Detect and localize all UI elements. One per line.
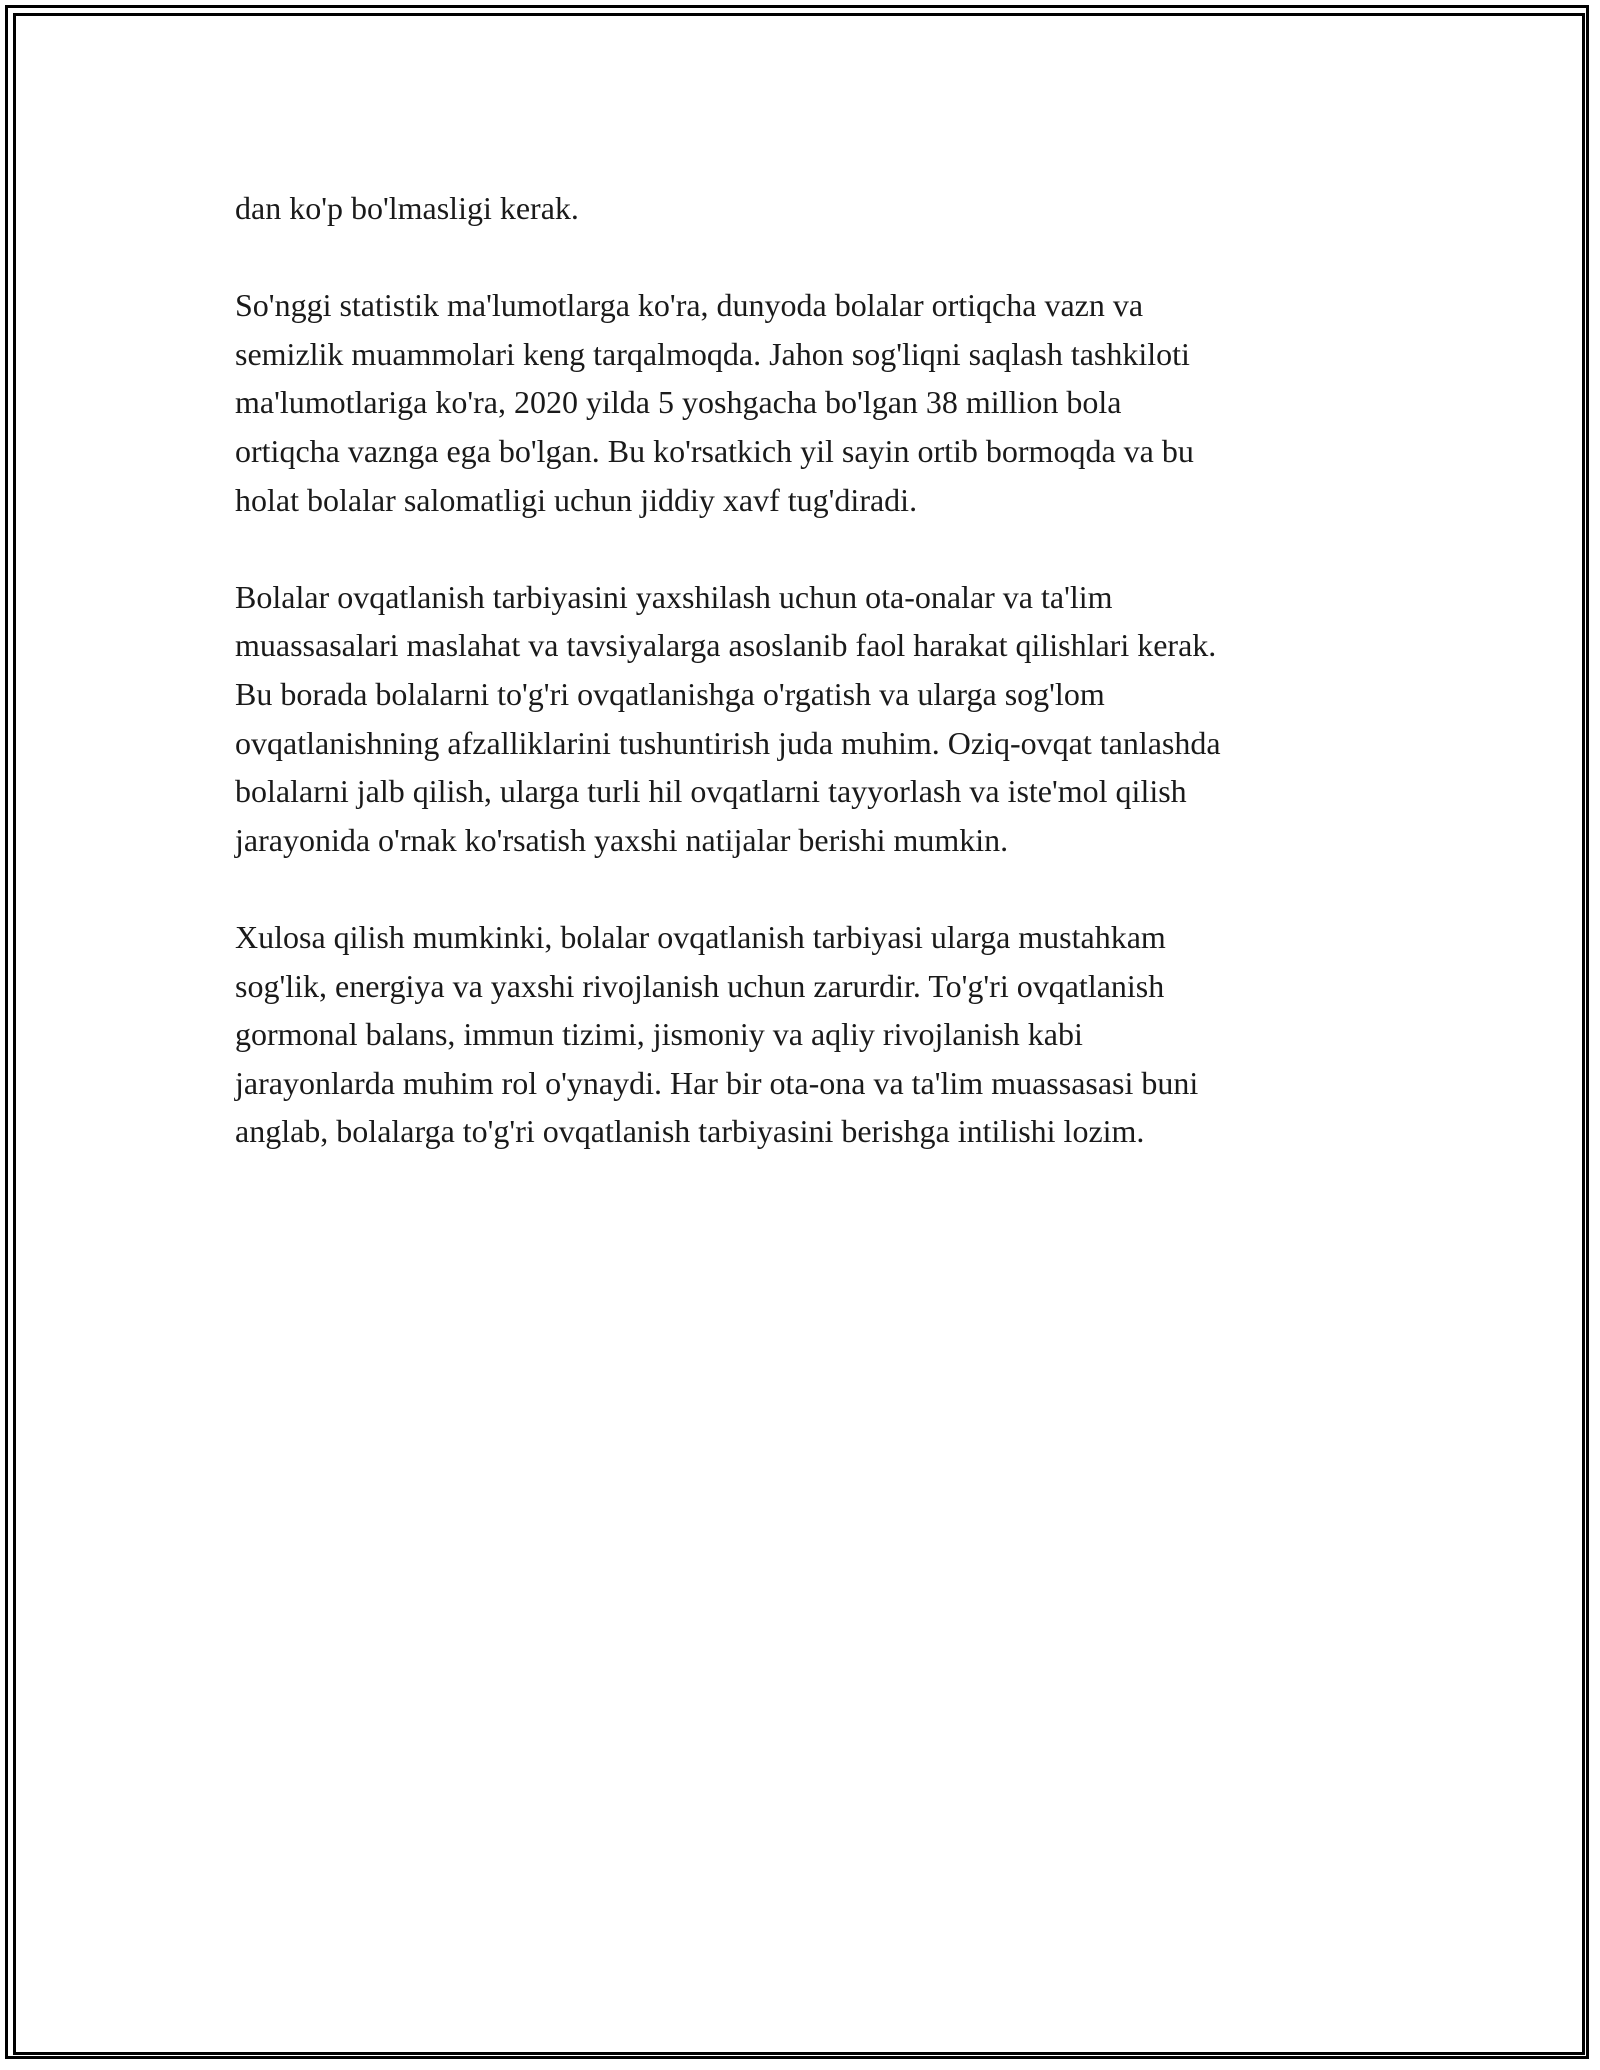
text-line: ortiqcha vaznga ega bo'lgan. Bu ko'rsatkich yil sayin ortib bormoqda va bu — [235, 432, 1194, 469]
document-body — [235, 184, 1375, 1204]
text-line: Bu borada bolalarni to'g'ri ovqatlanishga o'rgatish va ularga sog'lom — [235, 675, 1105, 712]
text-line: ma'lumotlariga ko'ra, 2020 yilda 5 yoshgacha bo'lgan 38 million bola — [235, 384, 1122, 421]
text-line: bolalarni jalb qilish, ularga turli hil ovqatlarni tayyorlash va iste'mol qilish — [235, 773, 1187, 810]
text-line: semizlik muammolari keng tarqalmoqda. Jahon sog'liqni saqlash tashkiloti — [235, 335, 1190, 372]
text-line: sog'lik, energiya va yaxshi rivojlanish uchun zarurdir. To'g'ri ovqatlanish — [235, 967, 1165, 1004]
paragraph-2 — [235, 281, 1375, 524]
text-line: jarayonida o'rnak ko'rsatish yaxshi natijalar berishi mumkin. — [235, 821, 1009, 858]
paragraph-1 — [235, 184, 1375, 233]
paragraph-3 — [235, 573, 1375, 865]
text-line: anglab, bolalarga to'g'ri ovqatlanish tarbiyasini berishga intilishi lozim. — [235, 1113, 1145, 1150]
text-line: jarayonlarda muhim rol o'ynaydi. Har bir ota-ona va ta'lim muassasasi buni — [235, 1064, 1199, 1101]
text-line: Xulosa qilish mumkinki, bolalar ovqatlanish tarbiyasi ularga mustahkam — [235, 918, 1166, 955]
text-line: holat bolalar salomatligi uchun jiddiy xavf tug'diradi. — [235, 481, 918, 518]
text-line: dan ko'p bo'lmasligi kerak. — [235, 190, 579, 226]
text-line: ovqatlanishning afzalliklarini tushuntirish juda muhim. Oziq-ovqat tanlashda — [235, 724, 1221, 761]
text-line: muassasalari maslahat va tavsiyalarga asoslanib faol harakat qilishlari kerak. — [235, 627, 1217, 664]
text-line: Bolalar ovqatlanish tarbiyasini yaxshilash uchun ota-onalar va ta'lim — [235, 578, 1113, 615]
text-line: So'nggi statistik ma'lumotlarga ko'ra, dunyoda bolalar ortiqcha vazn va — [235, 287, 1144, 324]
paragraph-4 — [235, 913, 1375, 1156]
text-line: gormonal balans, immun tizimi, jismoniy va aqliy rivojlanish kabi — [235, 1016, 1083, 1053]
